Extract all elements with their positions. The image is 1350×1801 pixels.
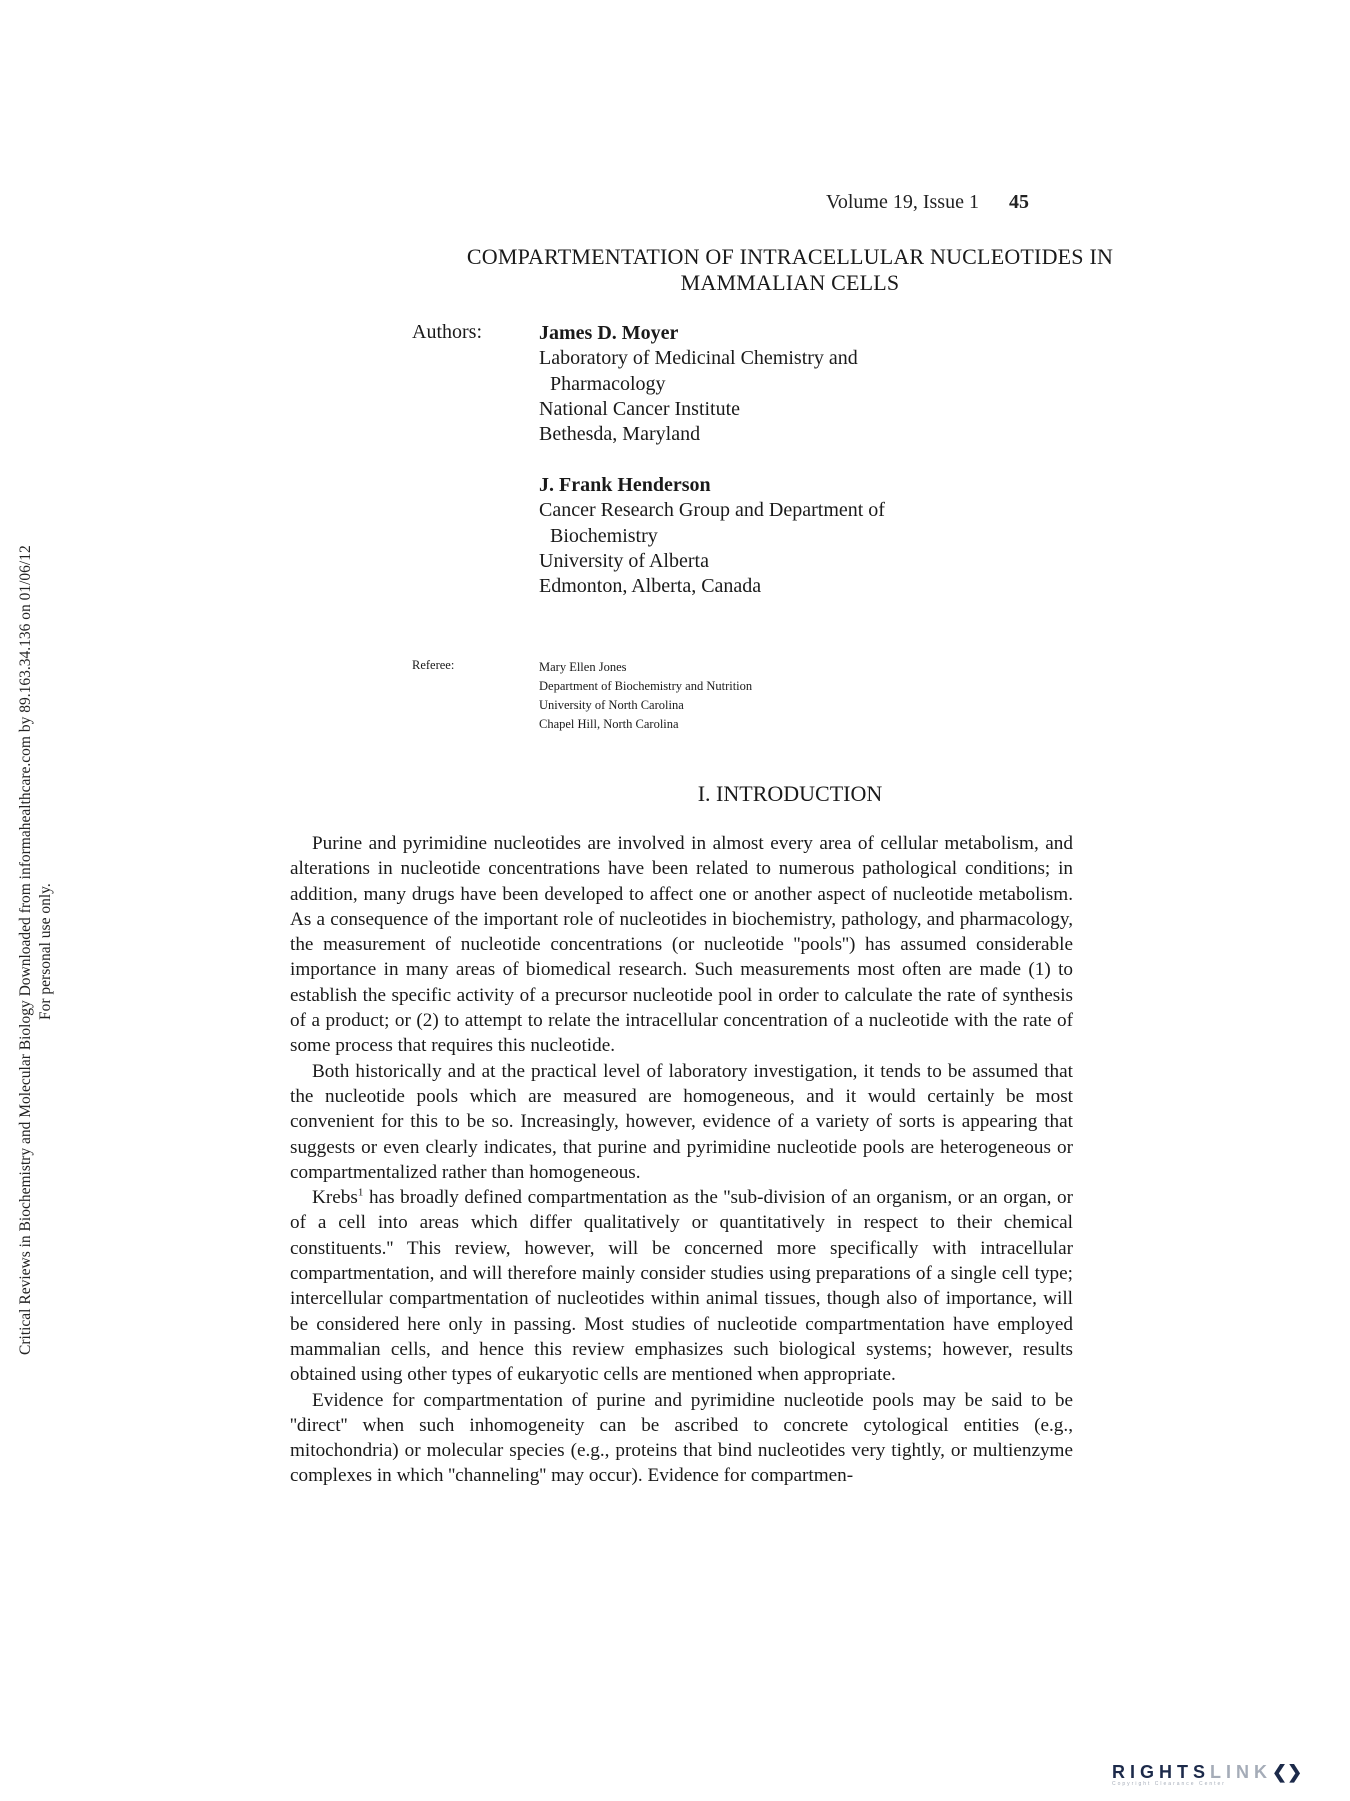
title-line-2: MAMMALIAN CELLS <box>680 270 900 295</box>
author-affiliation-line: Biochemistry <box>550 524 658 547</box>
logo-word-link: LINK <box>1210 1762 1273 1782</box>
author-affiliation-line: University of Alberta <box>539 549 709 572</box>
page-number: 45 <box>1008 191 1029 213</box>
author-affiliation-line: Cancer Research Group and Department of <box>539 499 885 522</box>
author-affiliation-line: Edmonton, Alberta, Canada <box>539 575 762 598</box>
referee-name: Mary Ellen Jones <box>539 660 627 674</box>
author-affiliation-line: Pharmacology <box>550 372 666 395</box>
running-header <box>826 191 1029 214</box>
referee-affiliation-line: University of North Carolina <box>539 698 684 712</box>
referee-affiliation-line: Department of Biochemistry and Nutrition <box>539 679 753 693</box>
logo-subtitle: Copyright Clearance Center <box>1112 1781 1226 1787</box>
paragraph: Both historically and at the practical level of laboratory investigation, it tends to be assumed that the nucleotide pools which are measured are homogeneous, and it would certainly be most convenient for this to be so. Increasingly, however, evidence of a variety of sorts is appearing that suggests or even clearly indicates, that purine and pyrimidine nucleotide pools are heterogeneous or compartmentalized rather than homogeneous. <box>290 1060 1073 1183</box>
volume-issue: Volume 19, Issue 1 <box>826 191 979 213</box>
referee-block <box>539 658 752 734</box>
author-block-2 <box>539 473 885 599</box>
author-affiliation-line: Laboratory of Medicinal Chemistry and <box>539 347 858 370</box>
body-text <box>290 831 1073 1489</box>
author-name: James D. Moyer <box>539 322 679 344</box>
paragraph-rest: has broadly defined compartmentation as the ''sub-division of an organism, or an organ, or of a cell into areas which differ qualitatively or quantitatively in respect to their chemical constituents.'' This review, however, will be concerned more specifically with intracellular compartmentation, and will therefore mainly consider studies using preparations of a single cell type; intercellular compartmentation of nucleotides within animal tissues, though also of importance, will be considered here only in passing. Most studies of nucleotide compartmentation have employed mammalian cells, and hence this review emphasizes such biological systems; however, results obtained using other types of eukaryotic cells are mentioned when appropriate. <box>290 1187 1073 1386</box>
section-heading: I. INTRODUCTION <box>697 781 883 806</box>
paragraph-start: Krebs <box>312 1187 358 1209</box>
rightslink-logo[interactable] <box>1112 1762 1302 1787</box>
download-notice-line-1: Critical Reviews in Biochemistry and Molecular Biology Downloaded from informahealthcare.com by 89.163.34.136 on 01/06/12 <box>17 545 34 1355</box>
author-affiliation-line: Bethesda, Maryland <box>539 423 701 446</box>
paragraph <box>290 1185 1073 1387</box>
paragraph: Evidence for compartmentation of purine and pyrimidine nucleotide pools may be said to be ''direct'' when such inhomogeneity can be ascribed to concrete cytological entities (e.g., mitochondria) or molecular species (e.g., proteins that bind nucleotides very tightly, or multienzyme complexes in which ''channeling'' may occur). Evidence for compartmen- <box>290 1389 1073 1487</box>
logo-word-rights: RIGHTS <box>1112 1762 1211 1782</box>
referee-label: Referee: <box>412 658 455 672</box>
download-notice-line-2: For personal use only. <box>37 883 54 1020</box>
author-name: J. Frank Henderson <box>539 474 711 496</box>
article-title <box>290 244 1290 296</box>
author-affiliation-line: National Cancer Institute <box>539 397 741 420</box>
chevron-icon: ❮❯ <box>1272 1762 1303 1782</box>
paragraph: Purine and pyrimidine nucleotides are involved in almost every area of cellular metabolism, and alterations in nucleotide concentrations have been related to numerous pathological conditions; in addition, many drugs have been developed to affect one or another aspect of nucleotide metabolism. As a consequence of the important role of nucleotides in biochemistry, pathology, and pharmacology, the measurement of nucleotide concentrations (or nucleotide ''pools'') has assumed considerable importance in many areas of biomedical research. Such measurements most often are made (1) to establish the specific activity of a precursor nucleotide pool in order to calculate the rate of synthesis of a product; or (2) to attempt to relate the intracellular concentration of a nucleotide with the rate of some process that requires this nucleotide. <box>290 833 1073 1057</box>
referee-affiliation-line: Chapel Hill, North Carolina <box>539 717 679 731</box>
authors-label: Authors: <box>412 321 482 343</box>
title-line-1: COMPARTMENTATION OF INTRACELLULAR NUCLEOTIDES IN <box>466 244 1114 269</box>
download-notice <box>16 455 56 1355</box>
reference-superscript: 1 <box>357 1186 364 1199</box>
author-block-1 <box>539 321 858 447</box>
